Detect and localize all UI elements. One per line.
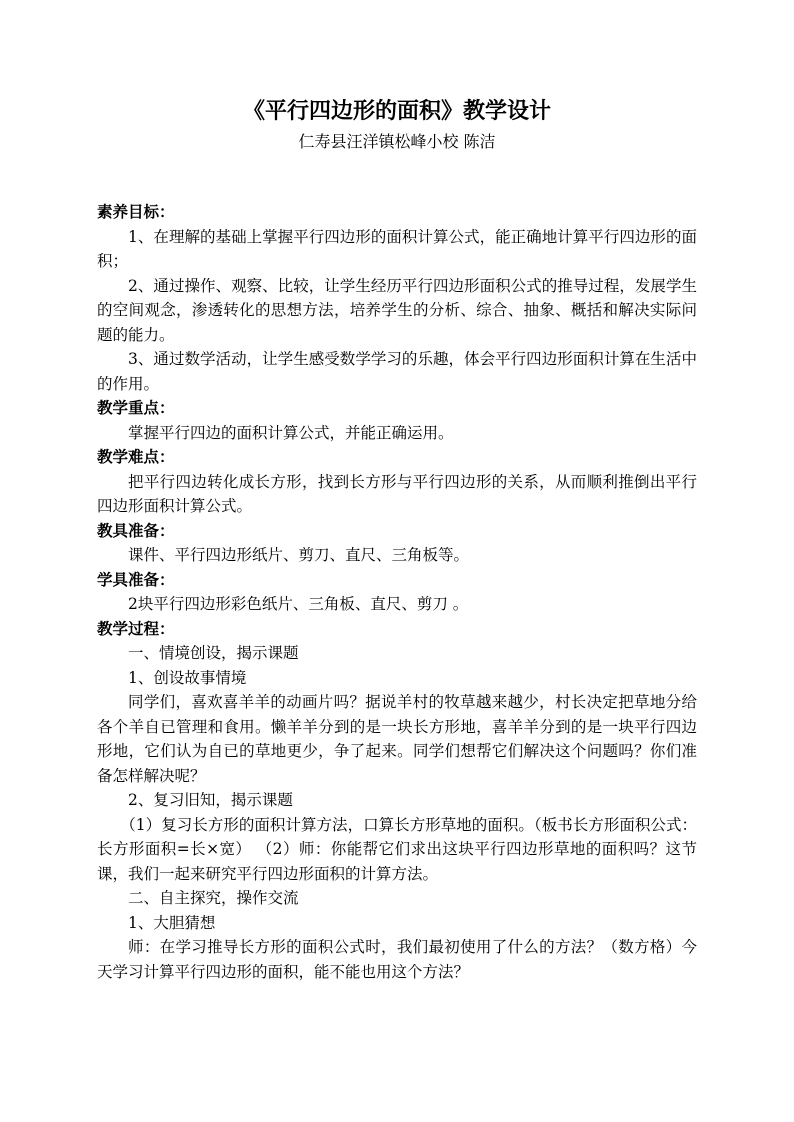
document-title: 《平行四边形的面积》教学设计 — [242, 98, 551, 124]
process-line: 二、自主探究，操作交流 — [128, 889, 299, 907]
key-point-text: 掌握平行四边的面积计算公式，并能正确运用。 — [128, 423, 454, 442]
process-line: 2、复习旧知，揭示课题 — [128, 791, 293, 809]
student-tools-heading: 学具准备： — [97, 569, 175, 589]
goal-item: 2、通过操作、观察、比较，让学生经历平行四边形面积公式的推导过程，发展学生的空间观念，渗透转化的思想方法，培养学生的分析、综合、抽象、概括和解决实际问题的能力。 — [97, 276, 697, 344]
process-line: 1、创设故事情境 — [128, 668, 247, 687]
process-line: 一、情境创设，揭示课题 — [128, 644, 299, 662]
author-line: 仁寿县汪洋镇松峰小校 陈洁 — [298, 132, 496, 151]
process-line: （1）复习长方形的面积计算方法，口算长方形草地的面积。（板书长方形面积公式：长方形面积=长×宽） （2）师：你能帮它们求出这块平行四边形草地的面积吗？这节课，我们一起来研究平行四边形面积的计算方法。 — [97, 815, 697, 883]
difficulty-text: 把平行四边转化成长方形，找到长方形与平行四边形的关系，从而顺利推倒出平行四边形面积计算公式。 — [97, 472, 697, 515]
teacher-tools-heading: 教具准备： — [97, 520, 175, 540]
key-point-heading: 教学重点： — [97, 398, 175, 417]
goal-item: 1、在理解的基础上掌握平行四边形的面积计算公式，能正确地计算平行四边形的面积； — [97, 227, 697, 270]
goals-heading: 素养目标： — [97, 202, 175, 221]
teacher-tools-text: 课件、平行四边形纸片、剪刀、直尺、三角板等。 — [128, 546, 470, 564]
document-body — [97, 200, 697, 984]
student-tools-text: 2块平行四边形彩色纸片、三角板、直尺、剪刀 。 — [128, 595, 469, 613]
process-heading: 教学过程： — [97, 618, 175, 638]
goal-item: 3、通过数学活动，让学生感受数学学习的乐趣，体会平行四边形面积计算在生活中的作用。 — [97, 350, 697, 393]
process-line: 同学们，喜欢喜羊羊的动画片吗？据说羊村的牧草越来越少，村长决定把草地分给各个羊自已管理和食用。懒羊羊分到的是一块长方形地，喜羊羊分到的是一块平行四边形地，它们认为自已的草地更少，争了起来。同学们想帮它们解决这个问题吗？你们准备怎样解决呢？ — [97, 693, 697, 785]
difficulty-heading: 教学难点： — [97, 447, 175, 466]
process-line: 1、大胆猜想 — [128, 913, 216, 932]
process-line: 师：在学习推导长方形的面积公式时，我们最初使用了什么的方法？（数方格）今天学习计算平行四边形的面积，能不能也用这个方法？ — [97, 938, 697, 981]
